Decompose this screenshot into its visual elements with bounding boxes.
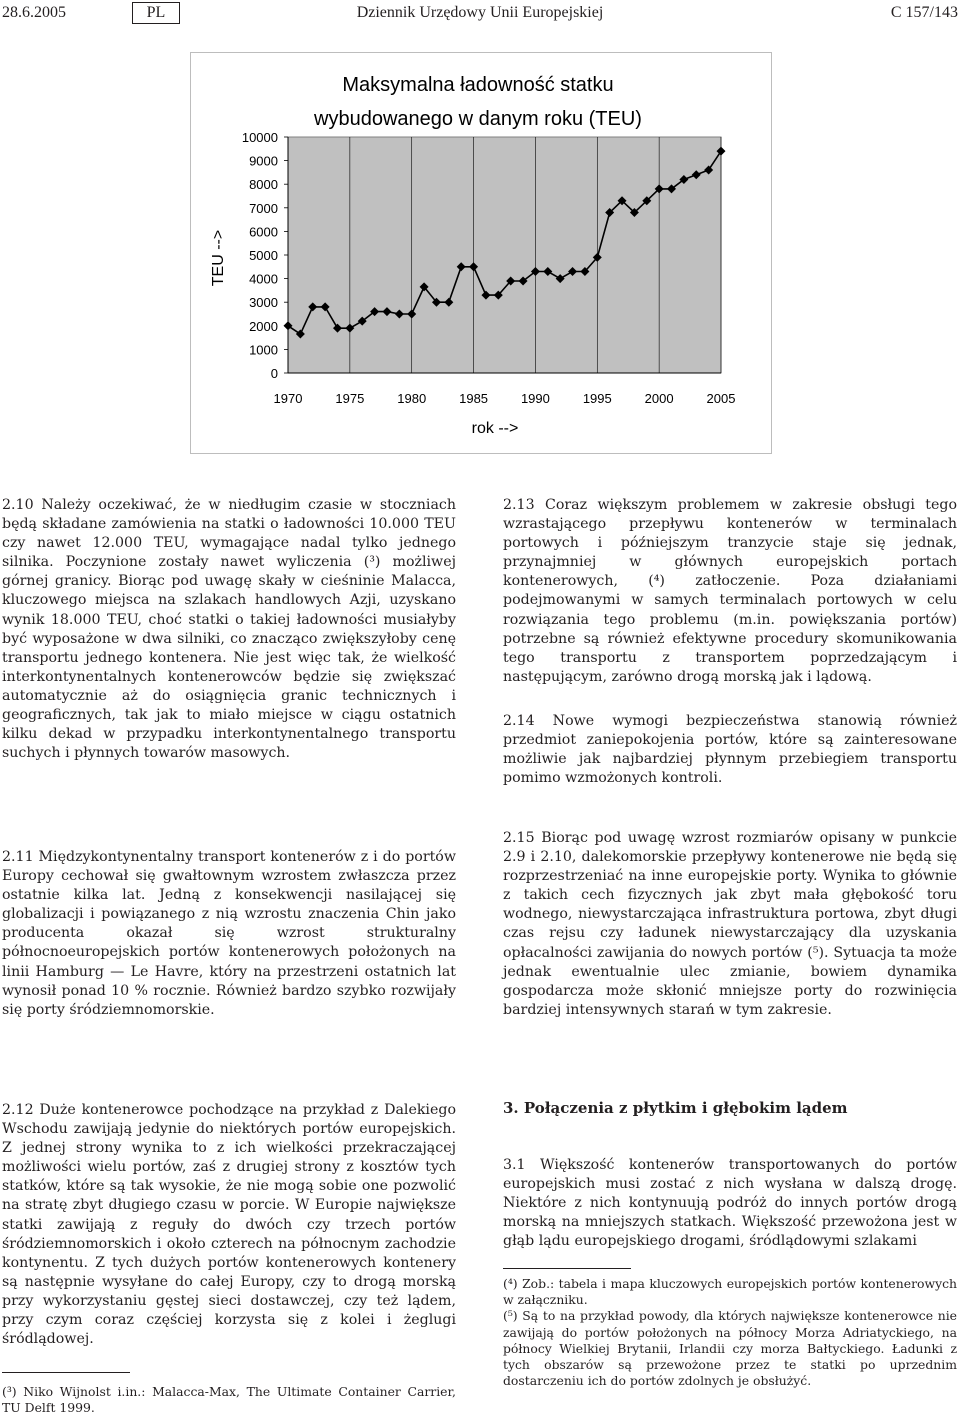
header-reference: C 157/143 bbox=[890, 4, 958, 21]
left-footnote-separator bbox=[2, 1372, 130, 1373]
plot-background bbox=[288, 137, 721, 373]
x-tick-label: 1970 bbox=[273, 391, 303, 406]
y-tick-label: 0 bbox=[270, 366, 278, 381]
x-tick-label: 1995 bbox=[582, 391, 612, 406]
chart-svg bbox=[191, 53, 771, 453]
chart-x-axis-label: rok --> bbox=[471, 420, 519, 437]
footnote-4: (⁴) Zob.: tabela i mapa kluczowych europejskich portów kontenerowych w załączniku. bbox=[503, 1276, 957, 1308]
right-column-heading bbox=[503, 1099, 957, 1118]
right-footnote-separator bbox=[503, 1268, 631, 1269]
x-tick-label: 1980 bbox=[397, 391, 427, 406]
right-column-2-14 bbox=[503, 712, 957, 788]
left-column-middle bbox=[2, 848, 456, 1020]
page-header bbox=[0, 0, 960, 34]
chart-title: Maksymalna ładowność statku bbox=[342, 74, 614, 96]
right-footnotes bbox=[503, 1276, 957, 1389]
left-column-upper bbox=[2, 496, 456, 763]
right-column-2-15 bbox=[503, 829, 957, 1020]
footnote-3: (³) Niko Wijnolst i.in.: Malacca-Max, The Ultimate Container Carrier, TU Delft 1999. bbox=[2, 1384, 456, 1416]
x-tick-label: 2000 bbox=[644, 391, 674, 406]
x-tick-label: 1985 bbox=[459, 391, 489, 406]
paragraph-2-11: 2.11 Międzykontynentalny transport kontenerów z i do portów Europy cechował się gwałtownym wzrostem zwłaszcza przez ostatnie kilka lat. Jedną z konsekwencji nasilającej się globalizacji i powiązanego z nią wzrostu znaczenia Chin jako producenta okazał się wzrost strukturalny północnoeuropejskich portów kontenerowych położonych na linii Hamburg — Le Havre, który na przestrzeni ostatnich lat wynosił ponad 10 % rocznie. Również bardzo szybko rozwijały się porty śródziemnomorskie. bbox=[2, 849, 456, 1018]
y-tick-label: 7000 bbox=[249, 200, 278, 216]
y-tick-label: 6000 bbox=[249, 224, 278, 240]
ship-capacity-chart bbox=[190, 52, 772, 454]
paragraph-3-1: 3.1 Większość kontenerów transportowanych do portów europejskich musi zostać z nich wysłana w dalszą drogę. Niektóre z nich kontynuują podróż do innych portów drogą morską na mniejszych statkach. Większość przewożona jest w głąb lądu europejskiego drogami, śródlądowymi szlakami bbox=[503, 1157, 957, 1250]
right-column-3-1 bbox=[503, 1156, 957, 1251]
left-footnotes bbox=[2, 1384, 456, 1416]
chart-plot-area bbox=[242, 130, 736, 406]
section-3-heading: 3. Połączenia z płytkim i głębokim lądem bbox=[503, 1099, 848, 1117]
header-publication: Dziennik Urzędowy Unii Europejskiej bbox=[356, 4, 604, 21]
x-tick-label: 1975 bbox=[335, 391, 365, 406]
y-tick-label: 9000 bbox=[249, 153, 278, 169]
paragraph-2-14: 2.14 Nowe wymogi bezpieczeństwa stanowią również przedmiot zaniepokojenia portów, które są zainteresowane możliwie jak najbardziej płynnym przebiegiem transportu pomimo wzmożonych kontroli. bbox=[503, 713, 957, 787]
paragraph-2-10: 2.10 Należy oczekiwać, że w niedługim czasie w stoczniach będą składane zamówienia na statki o ładowności 10.000 TEU czy nawet 12.000 TEU, wymagające nadal tylko jednego silnika. Poczynione zostały nawet wyliczenia (³) możliwej górnej granicy. Biorąc pod uwagę skały w cieśninie Malacca, kluczowego miejsca na szlakach handlowych Azji, uzyskano wynik 18.000 TEU, choć statki o takiej ładowności musiałyby być wyposażone w dwa silniki, co znacząco zwiększyłoby cenę transportu jednego kontenera. Nie jest więc tak, że wielkość interkontynentalnych kontenerowców będzie się zwiększać automatycznie aż do osiągnięcia granic technicznych i geograficznych, tak jak to miało miejsce w ciągu ostatnich kilku dekad w przypadku interkontynentalnego transportu suchych i płynnych towarów masowych. bbox=[2, 497, 456, 762]
paragraph-2-13: 2.13 Coraz większym problemem w zakresie obsługi tego wzrastającego przepływu kontenerów w terminalach portowych i późniejszym tranzycie staje się jednak, przynajmniej w głównych europejskich portach kontenerowych, (⁴) zatłoczenie. Poza działaniami podejmowanymi w samych terminalach portowych w celu rozwiązania tego problemu (m.in. powiększania portów) potrzebne są również efektywne procedury skomunikowania tego transportu z transportem poprzedzającym i następującym, zarówno drogą morską jak i lądową. bbox=[503, 497, 957, 685]
y-tick-label: 8000 bbox=[249, 177, 278, 193]
y-tick-label: 10000 bbox=[241, 130, 278, 145]
footnote-5: (⁵) Są to na przykład powody, dla których największe kontenerowce nie zawijają do portów położonych na północy Morza Adriatyckiego, na północy Wielkiej Brytanii, Irlandii czy morza Bałtyckiego. Ładunki z tych obszarów są przewożone przez te statki po uprzednim dostarczeniu ich do portów zdolnych je obsłużyć. bbox=[503, 1308, 957, 1389]
header-language-box: PL bbox=[132, 2, 180, 24]
y-tick-label: 2000 bbox=[249, 318, 278, 334]
right-column-upper bbox=[503, 496, 957, 687]
y-tick-label: 1000 bbox=[249, 342, 278, 358]
header-date: 28.6.2005 bbox=[2, 4, 66, 21]
paragraph-2-15: 2.15 Biorąc pod uwagę wzrost rozmiarów opisany w punkcie 2.9 i 2.10, dalekomorskie przepływy kontenerowe nie będą się rozprzestrzeniać na inne europejskie porty. Wynika to głównie z takich cech fizycznych jak zbyt mała głębokość toru wodnego, niewystarczająca infrastruktura portowa, zbyt długi czas rejsu czy ładunek niewystarczający dla uzyskania opłacalności zawijania do nowych portów (⁵). Sytuacja ta może jednak ewentualnie ulec zmianie, bowiem dynamika gospodarcza może skłonić mniejsze porty do rozwinięcia bardziej intensywnych starań w tym zakresie. bbox=[503, 830, 957, 1018]
chart-y-axis-label: TEU --> bbox=[210, 229, 227, 287]
chart-subtitle: wybudowanego w danym roku (TEU) bbox=[314, 108, 642, 130]
left-column-lower bbox=[2, 1101, 456, 1349]
y-tick-label: 5000 bbox=[249, 248, 278, 263]
y-tick-label: 4000 bbox=[249, 271, 278, 287]
x-tick-label: 1990 bbox=[520, 391, 550, 406]
y-tick-label: 3000 bbox=[249, 295, 278, 311]
x-tick-label: 2005 bbox=[706, 391, 736, 406]
paragraph-2-12: 2.12 Duże kontenerowce pochodzące na przykład z Dalekiego Wschodu zawijają jedynie do niektórych portów europejskich. Z jednej strony wynika to z ich wielkości przekraczającej możliwości wielu portów, zaś z drugiej strony z kosztów tych statków, które są tak wysokie, że nie mogą sobie one pozwolić na stratę zbyt długiego czasu w porcie. W Europie największe statki zawijają z reguły do dwóch czy trzech portów śródziemnomorskich i około czterech na północnym zachodzie kontynentu. Z tych dużych portów kontenerowych kontenery są następnie wysyłane do całej Europy, czy to drogą morską przy wykorzystaniu gęstej sieci dostawczej, czy też lądem, przy czym coraz częściej korzysta się z kolei i żeglugi śródlądowej. bbox=[2, 1102, 456, 1348]
